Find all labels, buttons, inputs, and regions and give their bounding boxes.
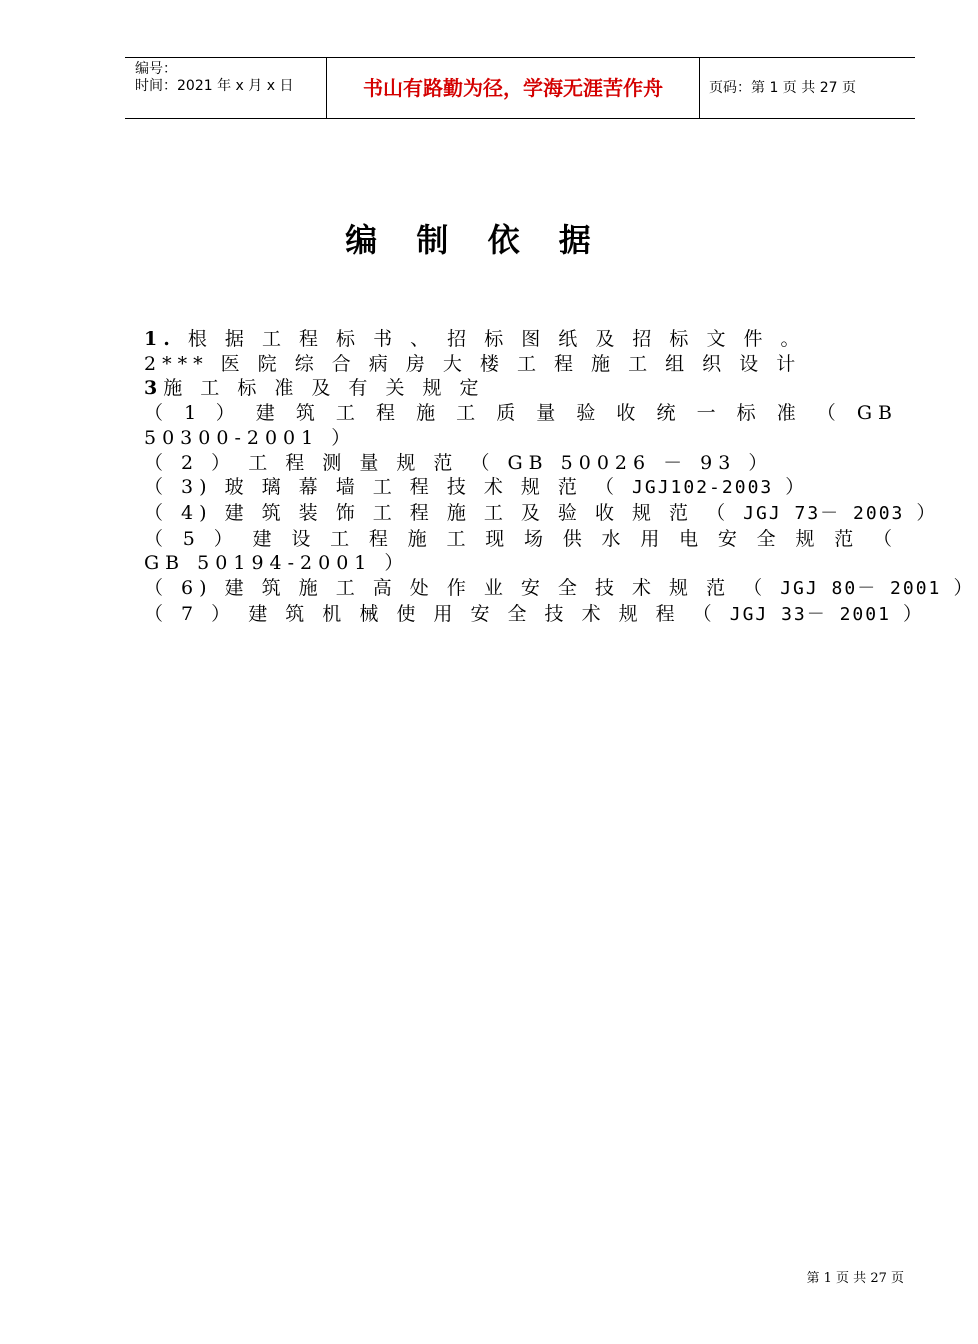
list-item: （ 2 ） 工 程 测 量 规 范 （ GB 50026 － 93 ） — [144, 451, 774, 474]
list-item — [144, 327, 898, 352]
header-meta — [135, 61, 293, 95]
list-item — [144, 501, 942, 527]
list-item — [144, 576, 978, 602]
standard-code: JGJ 80－ 2001 — [780, 578, 942, 600]
list-item — [144, 376, 898, 401]
list-item — [144, 475, 898, 501]
item-text: ） — [916, 501, 942, 524]
standard-code: JGJ 33－ 2001 — [729, 603, 891, 625]
time-label: 时间：2021 年 x 月 x 日 — [135, 78, 294, 94]
item-text: （ 6) 建 筑 施 工 高 处 作 业 安 全 技 术 规 范 （ — [144, 577, 769, 600]
list-item: （ 5 ） 建 设 工 程 施 工 现 场 供 水 用 电 安 全 规 范 （ GB 50194-2001 ） — [144, 527, 898, 575]
header-page-number: 页码：第 1 页 共 27 页 — [709, 80, 856, 96]
item-text: （ 4) 建 筑 装 饰 工 程 施 工 及 验 收 规 范 （ — [144, 501, 732, 524]
list-item: （ 1 ） 建 筑 工 程 施 工 质 量 验 收 统 一 标 准 （ GB 50300-2001 ） — [144, 402, 898, 449]
item-text: （ 3) 玻 璃 幕 墙 工 程 技 术 规 范 （ — [144, 476, 620, 499]
basis-list — [144, 327, 978, 627]
serial-number-label: 编号： — [135, 61, 177, 77]
page-footer-number: 第 1 页 共 27 页 — [806, 1271, 904, 1286]
document-title: 编 制 依 据 — [345, 221, 605, 259]
header-motto: 书山有路勤为径，学海无涯苦作舟 — [363, 76, 663, 100]
item-text: ） — [953, 577, 978, 600]
page-header — [125, 57, 915, 119]
item-text: ） — [903, 602, 929, 625]
standard-code: JGJ 73－ 2003 — [743, 502, 905, 524]
item-number: 3 — [144, 377, 164, 400]
item-text: 施 工 标 准 及 有 关 规 定 — [163, 377, 485, 400]
list-item — [144, 602, 929, 628]
item-number: 1. — [144, 328, 176, 350]
item-text: （ 7 ） 建 筑 机 械 使 用 安 全 技 术 规 程 （ — [144, 602, 718, 625]
item-text: ） — [785, 476, 811, 499]
item-text: 根 据 工 程 标 书 、 招 标 图 纸 及 招 标 文 件 。 — [187, 328, 806, 350]
standard-code: JGJ102-2003 — [632, 477, 774, 499]
header-divider — [699, 58, 700, 118]
list-item: 2*** 医 院 综 合 病 房 大 楼 工 程 施 工 组 织 设 计 — [144, 352, 802, 375]
